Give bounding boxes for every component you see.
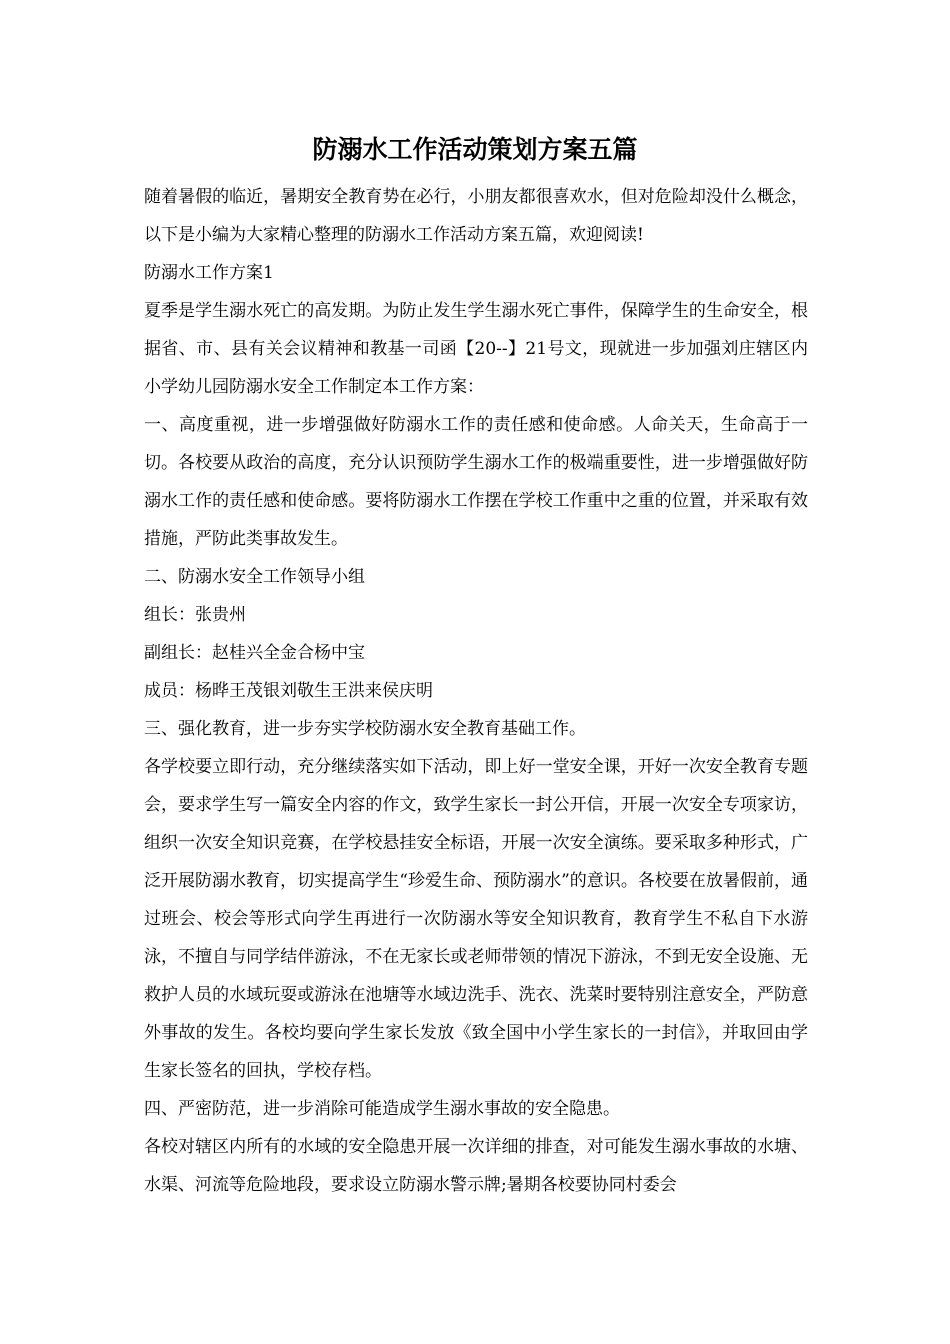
list-heading: 三、强化教育，进一步夯实学校防溺水安全教育基础工作。 (144, 719, 586, 739)
body-paragraph: 各校对辖区内所有的水域的安全隐患开展一次详细的排查，对可能发生溺水事故的水塘、水渠、河流等危险地段，要求设立防溺水警示牌;暑期各校要协同村委会 (144, 1137, 808, 1195)
section-heading-plan-1: 防溺水工作方案1 (144, 263, 274, 283)
document-title: 防溺水工作活动策划方案五篇 (312, 135, 638, 164)
list-item: 副组长：赵桂兴全金合杨中宝 (144, 643, 365, 663)
list-item: 成员：杨晔王茂银刘敬生王洪来侯庆明 (144, 681, 433, 701)
intro-paragraph: 随着暑假的临近，暑期安全教育势在必行，小朋友都很喜欢水，但对危险却没什么概念，以下是小编为大家精心整理的防溺水工作活动方案五篇，欢迎阅读! (144, 187, 808, 245)
body-paragraph: 夏季是学生溺水死亡的高发期。为防止发生学生溺水死亡事件，保障学生的生命安全，根据省、市、县有关会议精神和教基一司函【20--】21号文，现就进一步加强刘庄辖区内小学幼儿园防溺水安全工作制定本工作方案： (144, 301, 808, 397)
list-item: 组长：张贵州 (144, 605, 246, 625)
body-paragraph: 一、高度重视，进一步增强做好防溺水工作的责任感和使命感。人命关天，生命高于一切。各校要从政治的高度，充分认识预防学生溺水工作的极端重要性，进一步增强做好防溺水工作的责任感和使命感。要将防溺水工作摆在学校工作重中之重的位置，并采取有效措施，严防此类事故发生。 (144, 415, 808, 549)
list-heading: 二、防溺水安全工作领导小组 (144, 567, 365, 587)
list-heading: 四、严密防范，进一步消除可能造成学生溺水事故的安全隐患。 (144, 1099, 620, 1119)
document-body (144, 178, 808, 1204)
body-paragraph: 各学校要立即行动，充分继续落实如下活动，即上好一堂安全课，开好一次安全教育专题会，要求学生写一篇安全内容的作文，致学生家长一封公开信，开展一次安全专项家访，组织一次安全知识竞赛，在学校悬挂安全标语，开展一次安全演练。要采取多种形式，广泛开展防溺水教育，切实提高学生“珍爱生命、预防溺水”的意识。各校要在放暑假前，通过班会、校会等形式向学生再进行一次防溺水等安全知识教育，教育学生不私自下水游泳，不擅自与同学结伴游泳，不在无家长或老师带领的情况下游泳，不到无安全设施、无救护人员的水域玩耍或游泳在池塘等水域边洗手、洗衣、洗菜时要特别注意安全，严防意外事故的发生。各校均要向学生家长发放《致全国中小学生家长的一封信》，并取回由学生家长签名的回执，学校存档。 (144, 757, 808, 1081)
